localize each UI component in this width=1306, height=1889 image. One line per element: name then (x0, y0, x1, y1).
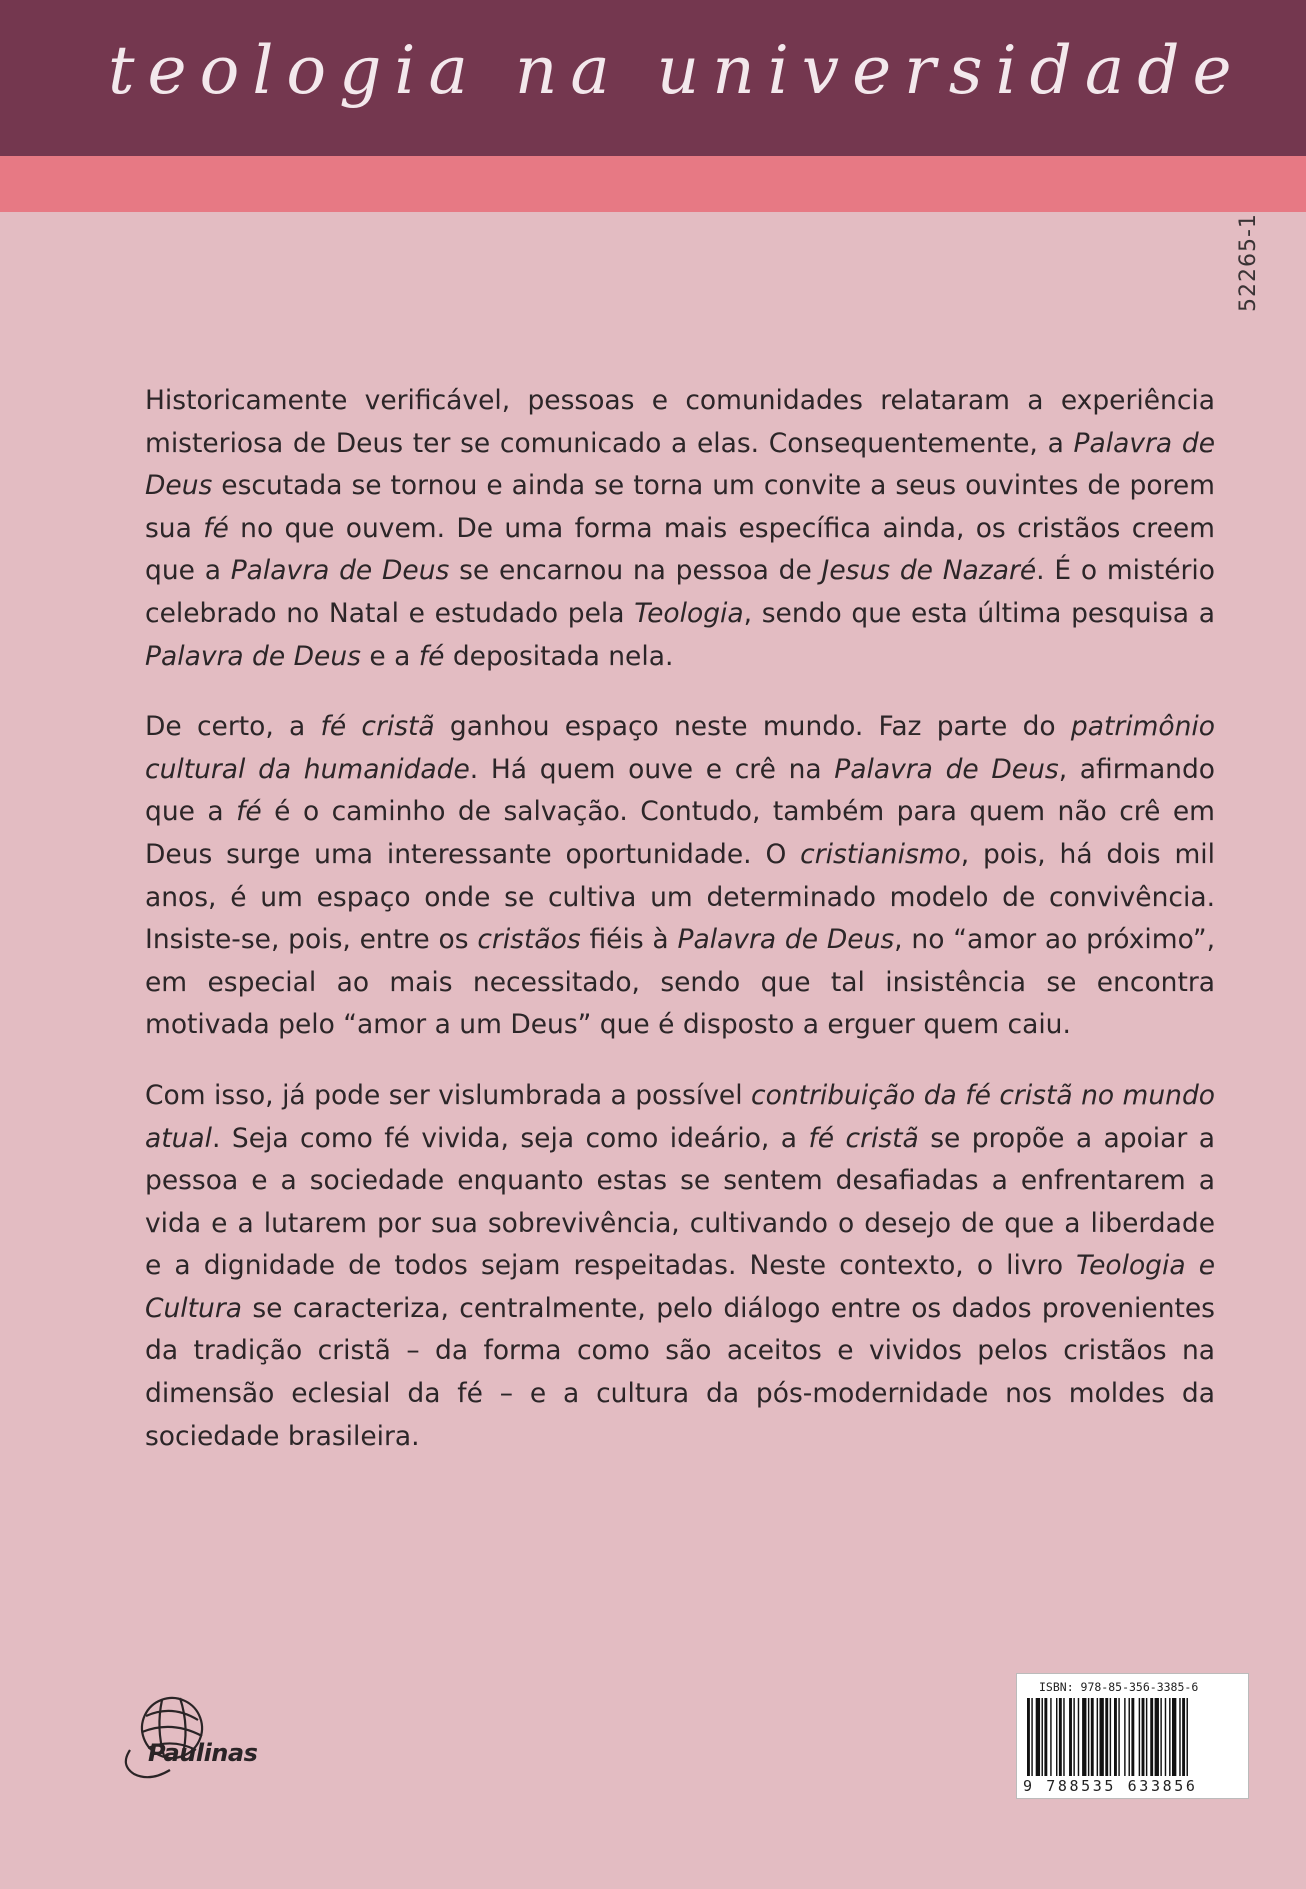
body-text: se caracteriza, centralmente, pelo diálogo entre os dados provenientes da tradição cristã – da forma como são aceitos e vividos pelos cristãos na dimensão eclesial da fé – e a cultura da pós-modernidade nos moldes da sociedade brasileira. (145, 1292, 1215, 1452)
emphasis-text: patrimônio cultural da humanidade (145, 711, 1216, 785)
body-text: De certo, a (145, 711, 321, 743)
emphasis-text: Palavra de Deus (145, 427, 1216, 502)
body-text: e a (360, 640, 419, 672)
publisher-name: Paulinas (148, 1739, 258, 1767)
emphasis-text: cristianismo (800, 838, 961, 870)
body-text: ganhou espaço neste mundo. Faz parte do (434, 711, 1071, 743)
blurb-paragraph (145, 706, 1215, 1047)
body-text: . Há quem ouve e crê na (469, 753, 835, 785)
emphasis-text: fé cristã (808, 1122, 919, 1154)
emphasis-text: Palavra de Deus (145, 640, 361, 672)
emphasis-text: Teologia e Cultura (145, 1250, 1215, 1324)
emphasis-text: Palavra de Deus (230, 555, 450, 587)
emphasis-text: Palavra de Deus (834, 753, 1059, 785)
body-text: Historicamente verificável, pessoas e comunidades relataram a experiência misteriosa de Deus ter se comunicado a elas. Consequentemente, a (145, 385, 1215, 459)
emphasis-text: fé cristã (320, 711, 435, 743)
body-text: , pois, há dois mil anos, é um espaço onde se cultiva um determinado modelo de convivência. Insiste-se, pois, entre os (145, 838, 1215, 956)
body-text: se encarnou na pessoa de (449, 555, 822, 587)
blurb-paragraph (145, 1075, 1215, 1458)
accent-stripe (0, 156, 1306, 212)
body-text: . Seja como fé vivida, seja como ideário, a (212, 1122, 809, 1154)
emphasis-text: fé (203, 512, 229, 544)
body-text: . É o mistério celebrado no Natal e estudado pela (145, 555, 1215, 629)
catalog-code: 52265-1 (1236, 213, 1261, 312)
emphasis-text: contribuição da fé cristã no mundo atual (145, 1079, 1215, 1154)
back-cover-blurb (145, 380, 1215, 1486)
emphasis-text: Palavra de Deus (677, 924, 895, 956)
body-text: , sendo que esta última pesquisa a (743, 597, 1215, 629)
emphasis-text: Jesus de Nazaré (821, 555, 1037, 587)
body-text: depositada nela. (444, 640, 674, 672)
barcode (1016, 1673, 1249, 1799)
body-text: fiéis à (580, 924, 678, 956)
blurb-paragraph (145, 380, 1215, 678)
body-text: escutada se tornou e ainda se torna um convite a seus ouvintes de porem sua (145, 470, 1215, 544)
barcode-digits: 9 788535 633856 (1023, 1777, 1198, 1795)
barcode-bars (1025, 1698, 1241, 1778)
body-text: se propõe a apoiar a pessoa e a sociedade enquanto estas se sentem desafiadas a enfrentarem a vida e a lutarem por sua sobrevivência, cultivando o desejo de que a liberdade e a dignidade de todos sejam respeitadas. Neste contexto, o livro (145, 1122, 1215, 1282)
emphasis-text: fé (236, 796, 262, 828)
series-title: teologia na universidade (108, 32, 1245, 109)
emphasis-text: Teologia (634, 597, 744, 629)
body-text: , afirmando que a (145, 753, 1216, 828)
emphasis-text: fé (418, 640, 445, 672)
body-text: no que ouvem. De uma forma mais específica ainda, os cristãos creem que a (145, 512, 1215, 587)
body-text: Com isso, já pode ser vislumbrada a possível (145, 1079, 752, 1111)
emphasis-text: cristãos (477, 924, 581, 956)
body-text: , no “amor ao próximo”, em especial ao mais necessitado, sendo que tal insistência se encontra motivada pelo “amor a um Deus” que é disposto a erguer quem caiu. (145, 924, 1215, 1041)
body-text: é o caminho de salvação. Contudo, também para quem não crê em Deus surge uma interessante oportunidade. O (145, 796, 1215, 870)
isbn-label: ISBN: 978-85-356-3385-6 (1039, 1680, 1199, 1694)
publisher-logo-icon (100, 1690, 280, 1785)
